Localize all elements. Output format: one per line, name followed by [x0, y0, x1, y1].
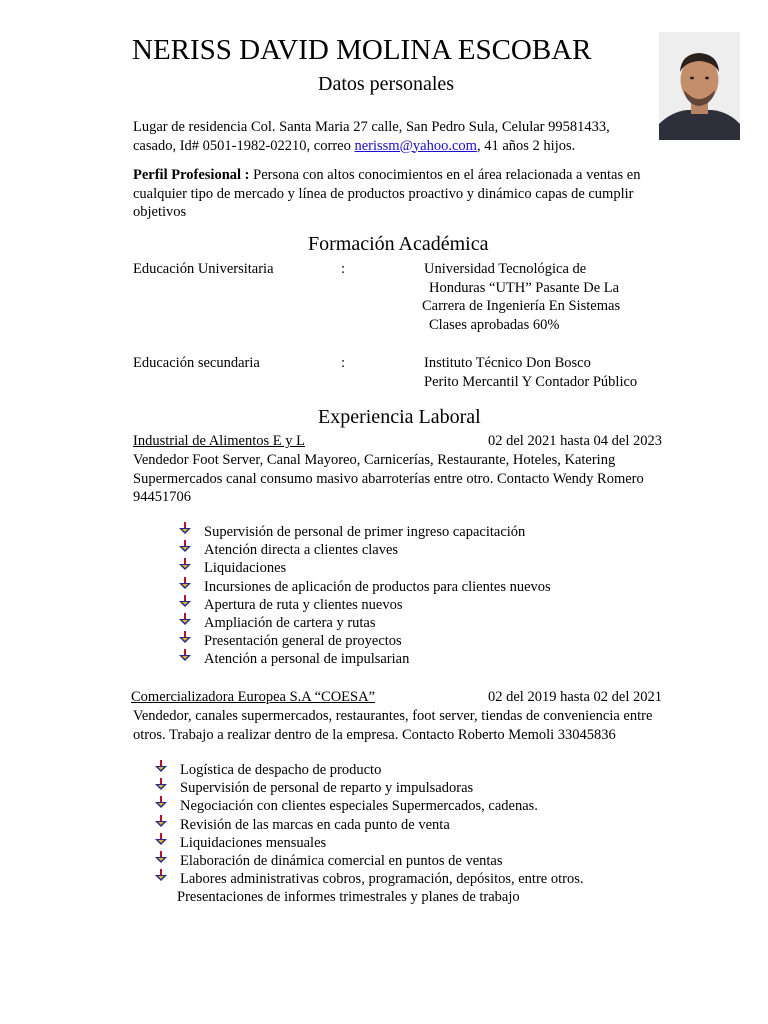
list-item	[178, 541, 551, 559]
job-2-desc-line-1: Vendedor, canales supermercados, restaurantes, foot server, tiendas de conveniencia entre	[133, 708, 653, 724]
job-2-period: 02 del 2019 hasta 02 del 2021	[488, 689, 662, 705]
arrow-bullet-icon	[154, 795, 168, 809]
list-item	[154, 816, 583, 834]
email-link[interactable]: nerissm@yahoo.com	[354, 137, 477, 154]
task-text: Revisión de las marcas en cada punto de venta	[180, 816, 450, 833]
residence-line: Lugar de residencia Col. Santa Maria 27 calle, San Pedro Sula, Celular 99581433,	[133, 119, 610, 135]
education-heading: Formación Académica	[308, 233, 489, 255]
experience-heading: Experiencia Laboral	[318, 406, 481, 428]
secondary-line-1: Instituto Técnico Don Bosco	[424, 355, 591, 371]
university-line-3: Carrera de Ingeniería En Sistemas	[422, 298, 621, 314]
arrow-bullet-icon	[178, 576, 192, 590]
university-details	[422, 260, 620, 334]
job-1-company: Industrial de Alimentos E y L	[133, 433, 305, 449]
arrow-bullet-icon	[178, 539, 192, 553]
list-item	[178, 596, 551, 614]
contact-suffix: , 41 años 2 hijos.	[476, 137, 576, 154]
list-item	[154, 779, 583, 797]
arrow-bullet-icon	[154, 814, 168, 828]
professional-profile	[133, 166, 643, 222]
job-1-task-list	[178, 523, 551, 669]
task-text: Elaboración de dinámica comercial en puntos de ventas	[180, 852, 503, 869]
contact-prefix: casado, Id# 0501-1982-02210, correo	[133, 137, 355, 154]
profile-line-3: objetivos	[133, 204, 187, 220]
arrow-bullet-icon	[178, 612, 192, 626]
candidate-name: NERISS DAVID MOLINA ESCOBAR	[132, 34, 592, 66]
task-text: Apertura de ruta y clientes nuevos	[204, 596, 403, 613]
list-item	[178, 578, 551, 596]
task-text: Labores administrativas cobros, programación, depósitos, entre otros.	[180, 871, 584, 888]
arrow-bullet-icon	[154, 868, 168, 882]
task-text: Supervisión de personal de primer ingreso capacitación	[204, 524, 526, 540]
job-2-description	[133, 707, 663, 744]
university-line-2: Honduras “UTH” Pasante De La	[429, 279, 620, 296]
arrow-bullet-icon	[178, 648, 192, 662]
secondary-details	[424, 354, 637, 391]
arrow-bullet-icon	[178, 630, 192, 644]
task-text: Atención directa a clientes claves	[204, 542, 399, 559]
university-line-1: Universidad Tecnológica de	[424, 261, 587, 277]
task-text: Presentación general de proyectos	[204, 633, 402, 650]
profile-line-2: cualquier tipo de mercado y línea de productos proactivo y dinámico capas de cumplir	[133, 185, 634, 202]
task-text: Supervisión de personal de reparto y impulsadoras	[180, 780, 474, 797]
list-item	[154, 761, 583, 779]
arrow-bullet-icon	[178, 521, 192, 535]
university-line-4: Clases aprobadas 60%	[429, 316, 560, 333]
university-colon: :	[341, 261, 346, 277]
secondary-label: Educación secundaria	[133, 355, 260, 371]
task-text: Liquidaciones	[204, 560, 287, 577]
arrow-bullet-icon	[154, 832, 168, 846]
secondary-colon: :	[341, 355, 346, 371]
task-text: Negociación con clientes especiales Supermercados, cadenas.	[180, 798, 538, 815]
job-2-task-list	[154, 761, 583, 888]
list-item	[154, 834, 583, 852]
list-item	[178, 559, 551, 577]
job-1-period: 02 del 2021 hasta 04 del 2023	[488, 433, 662, 449]
profile-text-1: Persona con altos conocimientos en el área relacionada a ventas en	[249, 167, 641, 183]
task-text: Liquidaciones mensuales	[180, 834, 327, 851]
task-text: Incursiones de aplicación de productos para clientes nuevos	[204, 578, 551, 595]
profile-photo	[659, 32, 740, 140]
job-1-desc-line-1: Vendedor Foot Server, Canal Mayoreo, Carnicerías, Restaurante, Hoteles, Katering	[133, 452, 616, 468]
arrow-bullet-icon	[154, 759, 168, 773]
arrow-bullet-icon	[178, 594, 192, 608]
list-item	[154, 797, 583, 815]
contact-line	[133, 137, 643, 156]
job-1-description	[133, 451, 653, 507]
arrow-bullet-icon	[154, 850, 168, 864]
profile-label: Perfil Profesional :	[133, 167, 250, 183]
personal-info	[133, 118, 643, 155]
list-item	[178, 523, 551, 541]
job-1-desc-line-2: Supermercados canal consumo masivo abarroterías entre otro. Contacto Wendy Romero	[133, 470, 644, 487]
secondary-line-2: Perito Mercantil Y Contador Público	[424, 373, 638, 390]
personal-data-heading: Datos personales	[318, 73, 455, 95]
list-item	[154, 870, 583, 888]
arrow-bullet-icon	[178, 557, 192, 571]
task-text: Logística de despacho de producto	[180, 762, 382, 778]
profile-line-1	[133, 166, 643, 185]
arrow-bullet-icon	[154, 777, 168, 791]
university-label: Educación Universitaria	[133, 261, 274, 277]
list-item	[178, 650, 551, 668]
job-2-extra-task: Presentaciones de informes trimestrales y planes de trabajo	[177, 889, 520, 905]
job-2-desc-line-2: otros. Trabajo a realizar dentro de la empresa. Contacto Roberto Memoli 33045836	[133, 726, 616, 743]
list-item	[178, 614, 551, 632]
list-item	[178, 632, 551, 650]
task-text: Atención a personal de impulsarian	[204, 651, 410, 668]
job-1-desc-line-3: 94451706	[133, 489, 191, 505]
job-2-company: Comercializadora Europea S.A “COESA”	[131, 689, 376, 705]
list-item	[154, 852, 583, 870]
task-text: Ampliación de cartera y rutas	[204, 614, 376, 631]
